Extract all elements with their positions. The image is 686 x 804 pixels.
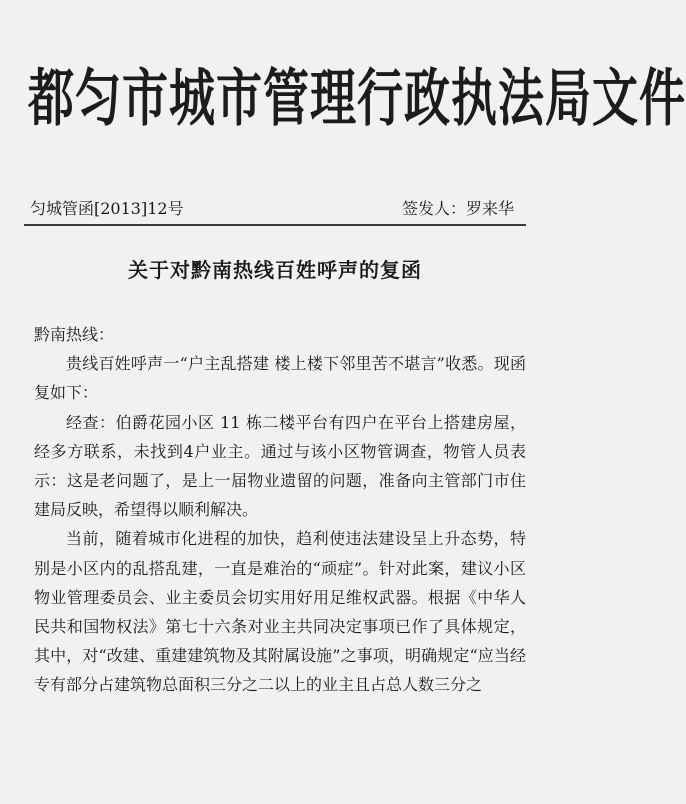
signer: 签发人：罗来华 [401, 199, 514, 218]
header-divider [24, 224, 526, 226]
paragraph-1: 贵线百姓呼声一“户主乱搭建 楼上楼下邻里苦不堪言”收悉。现函复如下： [34, 354, 526, 403]
document-body [34, 320, 526, 700]
salutation: 黔南热线： [34, 325, 115, 344]
paragraph-3: 当前，随着城市化进程的加快，趋利使违法建设呈上升态势，特别是小区内的乱搭乱建，一直是难治的“顽症”。针对此案，建议小区物业管理委员会、业主委员会切实用好用足维权武器。根据《中华人民共和国物权法》第七十六条对业主共同决定事项已作了具体规定，其中，对“改建、重建建筑物及其附属设施”之事项，明确规定“应当经专有部分占建筑物总面积三分之二以上的业主且占总人数三分之 [34, 529, 526, 695]
paragraph-2: 经查：伯爵花园小区 11 栋二楼平台有四户在平台上搭建房屋，经多方联系，未找到4户业主。通过与该小区物管调查，物管人员表示：这是老问题了，是上一届物业遗留的问题，准备向主管部门市住建局反映，希望得以顺利解决。 [34, 412, 526, 520]
document-header-title: 都匀市城市管理行政执法局文件 [28, 61, 686, 135]
document-subject: 关于对黔南热线百姓呼声的复函 [128, 258, 422, 282]
document-number: 匀城管函[2013]12号 [30, 199, 184, 218]
